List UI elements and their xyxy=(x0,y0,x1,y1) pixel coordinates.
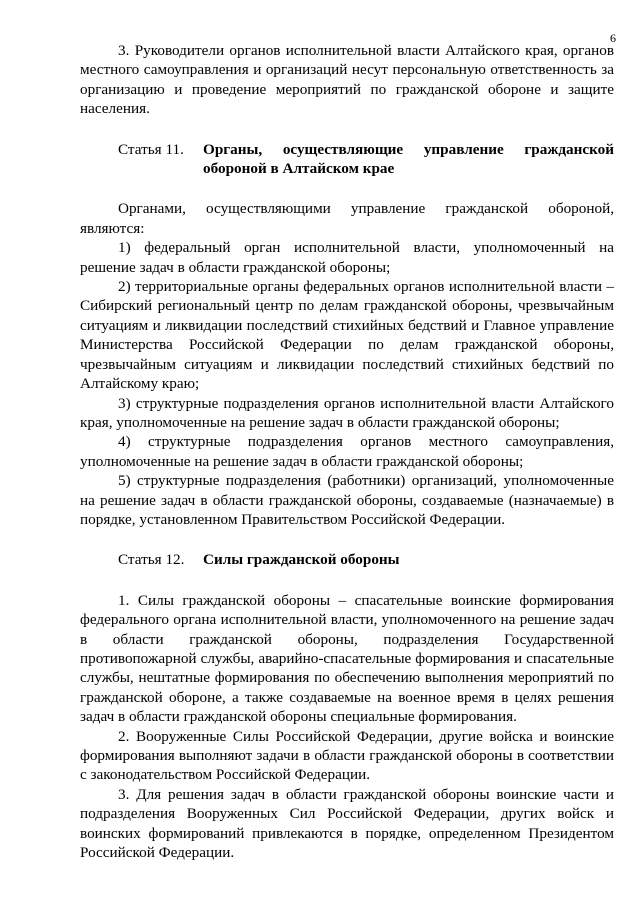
article-11-paragraph: 1) федеральный орган исполнительной власти, уполномоченный на решение задач в области гражданской обороны; xyxy=(80,239,614,276)
spacer xyxy=(80,119,614,140)
article-12-paragraph: 1. Силы гражданской обороны – спасательные воинские формирования федерального органа исполнительной власти, уполномоченного на решение задач в области гражданской обороны, подразделения Государственной противопожарной службы, аварийно-спасательные формирования и спасательные службы, нештатные формирования по обеспечению выполнения мероприятий по гражданской обороне, а также создаваемые на военное время в целях решения задач в области гражданской обороны специальные формирования. xyxy=(80,591,614,726)
article-12-heading xyxy=(118,550,614,569)
article-11-heading xyxy=(118,140,614,179)
article-12-paragraph: 3. Для решения задач в области гражданской обороны воинские части и подразделения Вооруженных Сил Российской Федерации, других войск и воинских формирований привлекаются в порядке, определенном Президентом Российской Федерации. xyxy=(80,785,614,862)
spacer xyxy=(80,178,614,199)
article-11-number: Статья 11. xyxy=(118,140,184,158)
article-11-paragraph: 5) структурные подразделения (работники) организаций, уполномоченные на решение задач в области гражданской обороны, создаваемые (назначаемые) в порядке, установленном Правительством Российской Федерации. xyxy=(80,472,614,528)
document-body xyxy=(80,41,614,862)
spacer xyxy=(80,570,614,591)
article-11-paragraph: 4) структурные подразделения органов местного самоуправления, уполномоченные на решение задач в области гражданской обороны; xyxy=(80,433,614,470)
article-11-paragraph: 3) структурные подразделения органов исполнительной власти Алтайского края, уполномоченные на решение задач в области гражданской обороны; xyxy=(80,394,614,431)
intro-paragraph: 3. Руководители органов исполнительной власти Алтайского края, органов местного самоуправления и организаций несут персональную ответственность за организацию и проведение мероприятий по гражданской обороне и защите населения. xyxy=(80,42,614,118)
article-12-paragraph: 2. Вооруженные Силы Российской Федерации, другие войска и воинские формирования выполняют задачи в области гражданской обороны в соответствии с законодательством Российской Федерации. xyxy=(80,727,614,784)
article-12-title: Силы гражданской обороны xyxy=(203,551,400,569)
page-number: 6 xyxy=(610,31,616,45)
article-12-number: Статья 12. xyxy=(118,551,185,569)
article-11-title: Органы, осуществляющие управление гражданской обороной в Алтайском крае xyxy=(203,140,614,178)
spacer xyxy=(80,529,614,550)
article-11-paragraph: Органами, осуществляющими управление гражданской обороной, являются: xyxy=(80,200,614,237)
article-11-paragraph: 2) территориальные органы федеральных органов исполнительной власти – Сибирский региональный центр по делам гражданской обороны, чрезвычайным ситуациям и ликвидации последствий стихийных бедствий и Главное управление Министерства Российской Федерации по делам гражданской обороны, чрезвычайным ситуациям и ликвидации последствий стихийных бедствий по Алтайскому краю; xyxy=(80,278,614,393)
